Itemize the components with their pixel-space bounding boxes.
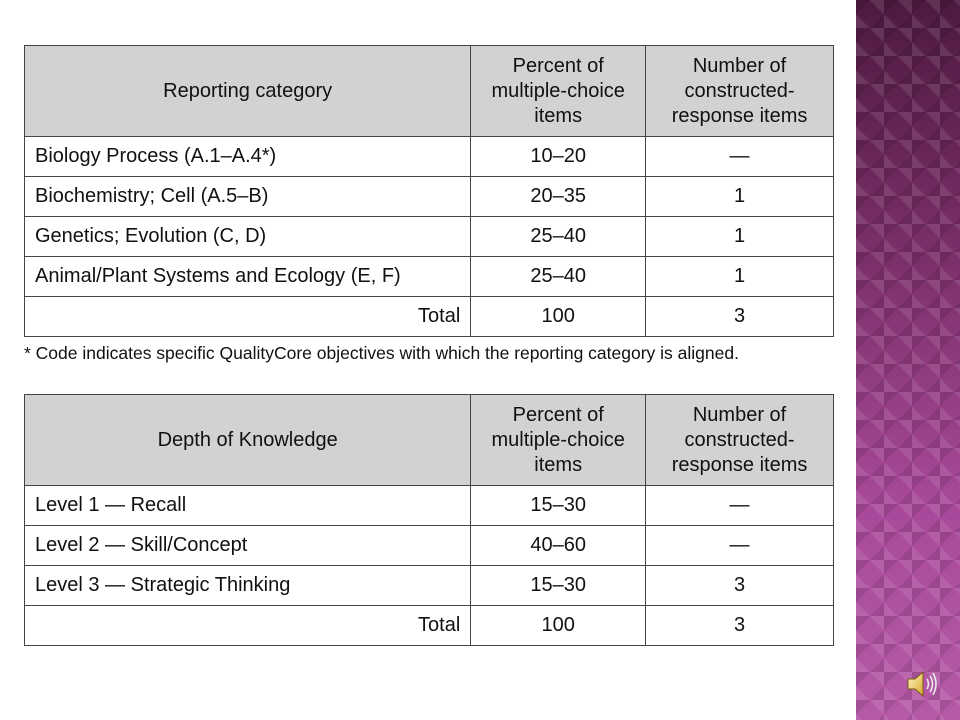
percent-cell: 25–40 bbox=[471, 217, 646, 257]
column-header-percent: Percent of multiple-choice items bbox=[471, 395, 646, 486]
table-row bbox=[25, 137, 834, 177]
percent-cell: 40–60 bbox=[471, 526, 646, 566]
number-cell: 1 bbox=[646, 177, 834, 217]
total-percent: 100 bbox=[471, 297, 646, 337]
percent-cell: 25–40 bbox=[471, 257, 646, 297]
table-row bbox=[25, 566, 834, 606]
percent-cell: 15–30 bbox=[471, 486, 646, 526]
category-cell: Biology Process (A.1–A.4*) bbox=[25, 137, 471, 177]
column-header-depth: Depth of Knowledge bbox=[25, 395, 471, 486]
table-row bbox=[25, 217, 834, 257]
table-row bbox=[25, 177, 834, 217]
percent-cell: 10–20 bbox=[471, 137, 646, 177]
percent-cell: 20–35 bbox=[471, 177, 646, 217]
percent-cell: 15–30 bbox=[471, 566, 646, 606]
total-label: Total bbox=[25, 297, 471, 337]
table-row bbox=[25, 486, 834, 526]
column-header-percent: Percent of multiple-choice items bbox=[471, 46, 646, 137]
total-row bbox=[25, 297, 834, 337]
table-row bbox=[25, 526, 834, 566]
category-cell: Animal/Plant Systems and Ecology (E, F) bbox=[25, 257, 471, 297]
number-cell: 3 bbox=[646, 566, 834, 606]
column-header-number: Number of constructed-response items bbox=[646, 46, 834, 137]
category-cell: Biochemistry; Cell (A.5–B) bbox=[25, 177, 471, 217]
decorative-side-band bbox=[856, 0, 960, 720]
total-row bbox=[25, 606, 834, 646]
table-header-row bbox=[25, 46, 834, 137]
level-cell: Level 3 — Strategic Thinking bbox=[25, 566, 471, 606]
table-row bbox=[25, 257, 834, 297]
number-cell: — bbox=[646, 526, 834, 566]
number-cell: 1 bbox=[646, 217, 834, 257]
table-header-row bbox=[25, 395, 834, 486]
column-header-number: Number of constructed-response items bbox=[646, 395, 834, 486]
total-label: Total bbox=[25, 606, 471, 646]
total-number: 3 bbox=[646, 606, 834, 646]
reporting-category-table bbox=[24, 45, 834, 337]
category-cell: Genetics; Evolution (C, D) bbox=[25, 217, 471, 257]
level-cell: Level 2 — Skill/Concept bbox=[25, 526, 471, 566]
speaker-icon[interactable] bbox=[904, 668, 940, 700]
footnote: * Code indicates specific QualityCore objectives with which the reporting category is aligned. bbox=[24, 343, 739, 363]
depth-of-knowledge-table bbox=[24, 394, 834, 646]
total-number: 3 bbox=[646, 297, 834, 337]
total-percent: 100 bbox=[471, 606, 646, 646]
level-cell: Level 1 — Recall bbox=[25, 486, 471, 526]
number-cell: — bbox=[646, 137, 834, 177]
column-header-category: Reporting category bbox=[25, 46, 471, 137]
number-cell: — bbox=[646, 486, 834, 526]
number-cell: 1 bbox=[646, 257, 834, 297]
